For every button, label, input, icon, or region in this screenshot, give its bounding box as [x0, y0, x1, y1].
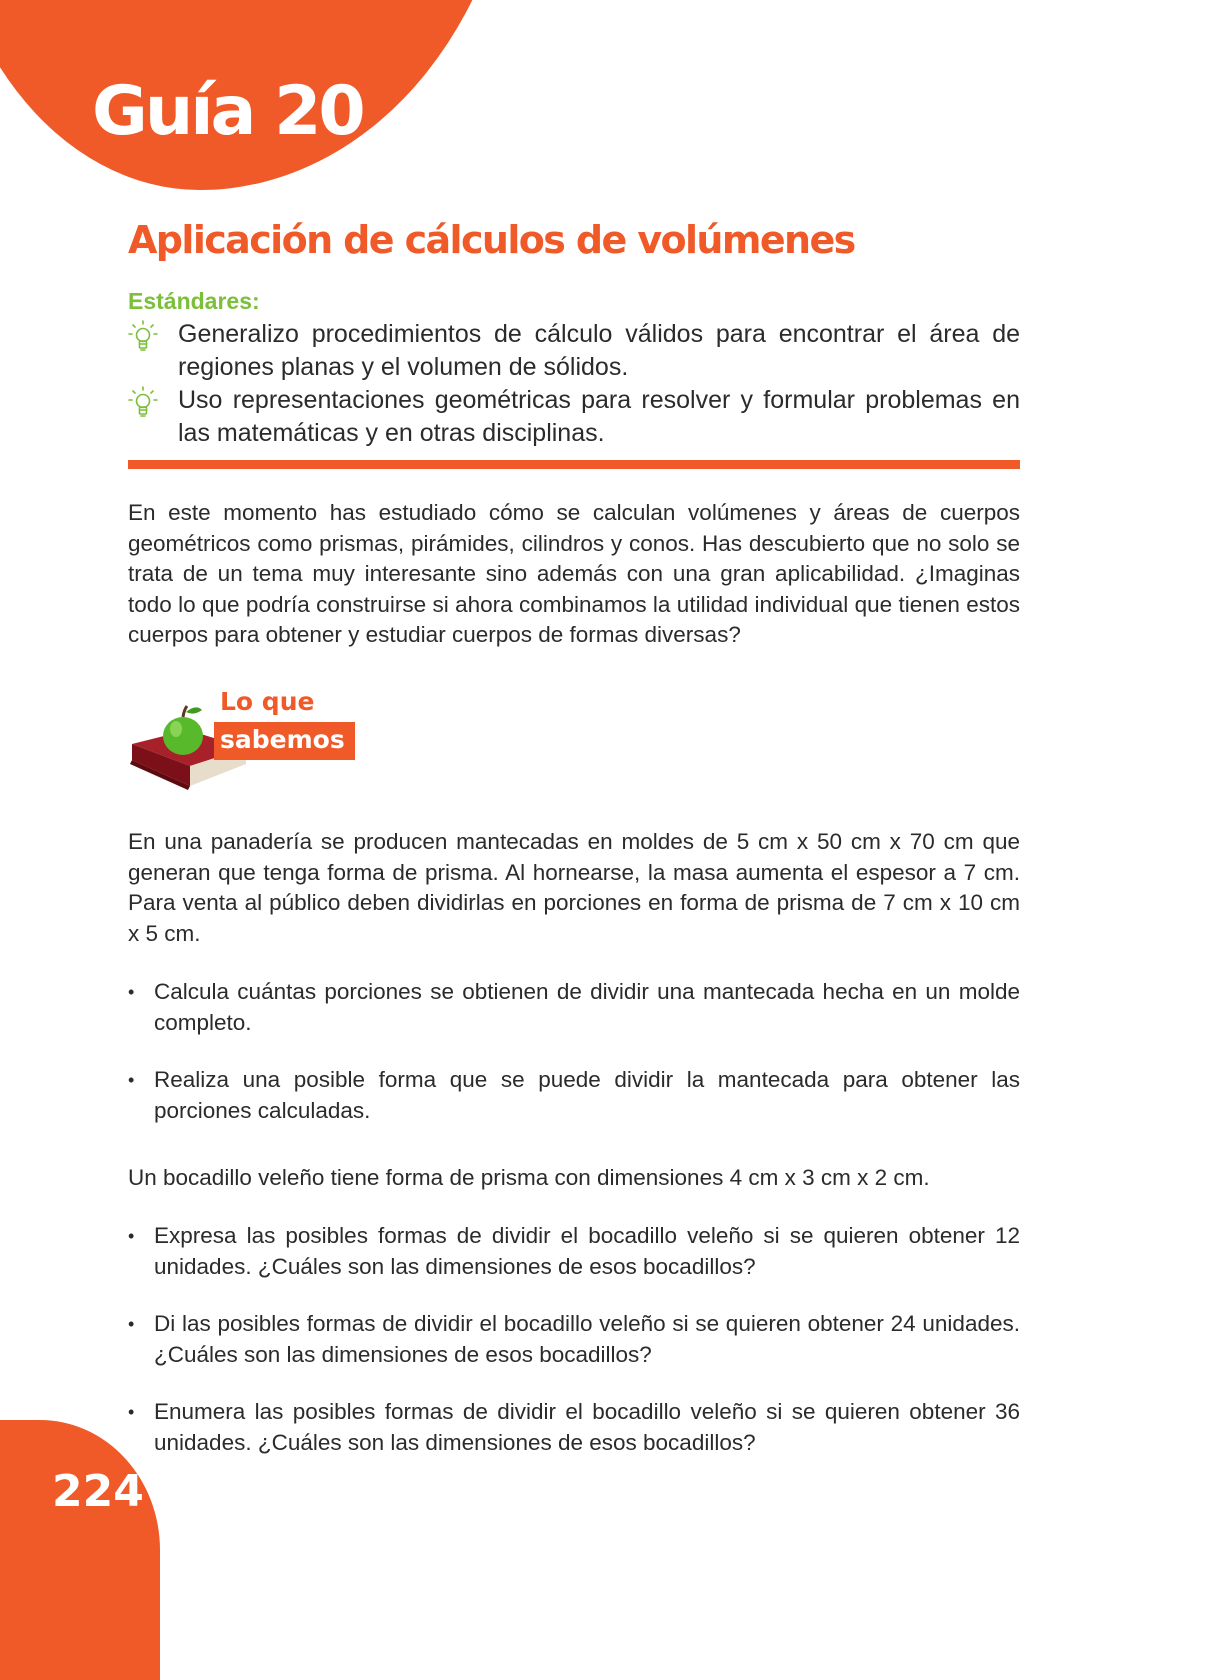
problem-1-text: En una panadería se producen mantecadas en moldes de 5 cm x 50 cm x 70 cm que generan que tenga forma de prisma. Al hornearse, la masa aumenta el espesor a 7 cm. Para venta al público deben dividirlas en porciones en forma de prisma de 7 cm x 10 cm x 5 cm. — [128, 829, 1020, 946]
problem-2-text: Un bocadillo veleño tiene forma de prisma con dimensiones 4 cm x 3 cm x 2 cm. — [128, 1165, 930, 1190]
badge-label — [220, 686, 355, 760]
footer-corner-shape — [0, 1420, 160, 1680]
standards-label: Estándares: — [128, 288, 260, 314]
standard-item — [128, 384, 1020, 450]
badge-line-1: Lo que — [220, 687, 315, 716]
page-number: 224 — [52, 1466, 144, 1517]
standard-item — [128, 318, 1020, 384]
list-item: • Di las posibles formas de dividir el bocadillo veleño si se quieren obtener 24 unidades. ¿Cuáles son las dimensiones de esos bocadillos? — [128, 1309, 1020, 1370]
guide-title: Guía 20 — [92, 72, 363, 151]
standards-list — [128, 318, 1020, 450]
problem-1-bullets — [128, 977, 1020, 1126]
lo-que-sabemos-badge — [128, 686, 368, 796]
list-item: • Expresa las posibles formas de dividir el bocadillo veleño si se quieren obtener 12 unidades. ¿Cuáles son las dimensiones de esos bocadillos? — [128, 1221, 1020, 1282]
section-divider — [128, 460, 1020, 469]
list-item: • Enumera las posibles formas de dividir el bocadillo veleño si se quieren obtener 36 unidades. ¿Cuáles son las dimensiones de esos bocadillos? — [128, 1397, 1020, 1458]
standard-text: Uso representaciones geométricas para resolver y formular problemas en las matemáticas y en otras disciplinas. — [178, 386, 1020, 447]
problem-2-bullets — [128, 1221, 1020, 1458]
badge-line-2: sabemos — [214, 722, 355, 760]
standard-text: Generalizo procedimientos de cálculo válidos para encontrar el área de regiones planas y el volumen de sólidos. — [178, 320, 1020, 381]
intro-paragraph: En este momento has estudiado cómo se calculan volúmenes y áreas de cuerpos geométricos como prismas, pirámides, cilindros y conos. Has descubierto que no solo se trata de un tema muy interesante sino además con una gran aplicabilidad. ¿Imaginas todo lo que podría construirse si ahora combinamos la utilidad individual que tienen estos cuerpos para obtener y estudiar cuerpos de formas diversas? — [128, 500, 1020, 647]
list-item: • Realiza una posible forma que se puede dividir la mantecada para obtener las porciones calculadas. — [128, 1065, 1020, 1126]
section-title: Aplicación de cálculos de volúmenes — [128, 218, 855, 262]
list-item: • Calcula cuántas porciones se obtienen de dividir una mantecada hecha en un molde completo. — [128, 977, 1020, 1038]
lightbulb-icon — [128, 320, 158, 354]
lightbulb-icon — [128, 386, 158, 420]
